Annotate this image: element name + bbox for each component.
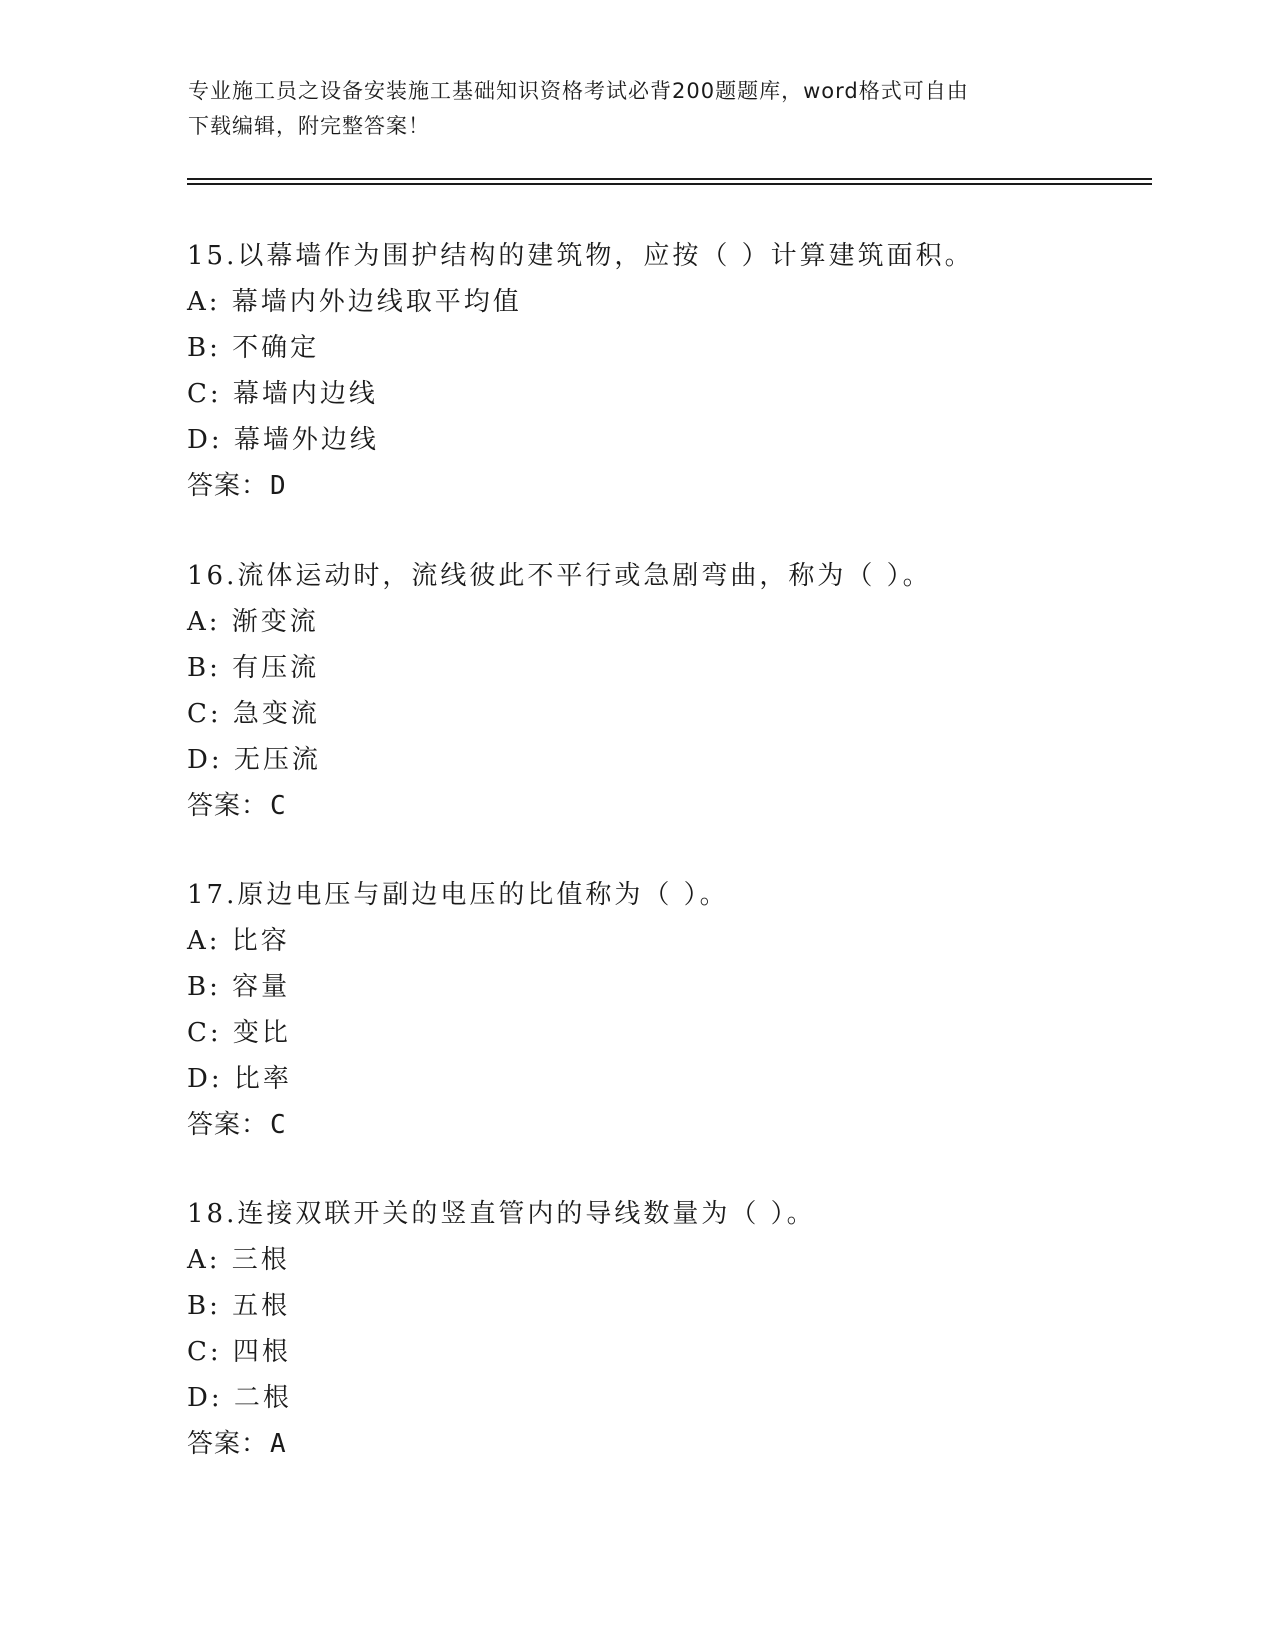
- option-b: B: 容量: [187, 972, 291, 1002]
- answer-value: C: [270, 791, 287, 821]
- answer-line: [187, 783, 1147, 829]
- answer-line: [187, 1421, 1147, 1467]
- question-17: [187, 872, 1147, 1148]
- option-b: B: 不确定: [187, 333, 320, 363]
- header-line-2: 下载编辑，附完整答案！: [188, 114, 430, 138]
- answer-label: 答案：: [187, 471, 269, 501]
- option-d: D: 比率: [187, 1064, 292, 1094]
- option-c: C: 变比: [187, 1018, 291, 1048]
- option-c: C: 急变流: [187, 699, 320, 729]
- option-b: B: 五根: [187, 1291, 291, 1321]
- answer-value: A: [270, 1429, 287, 1459]
- option-d: D: 幕墙外边线: [187, 425, 379, 455]
- question-18: [187, 1191, 1147, 1467]
- question-stem: 17.原边电压与副边电压的比值称为（ ）。: [187, 880, 729, 910]
- document-header: [188, 74, 1088, 144]
- question-stem: 15.以幕墙作为围护结构的建筑物，应按（ ）计算建筑面积。: [187, 241, 974, 271]
- answer-line: [187, 463, 1147, 509]
- answer-value: C: [270, 1110, 287, 1140]
- option-d: D: 二根: [187, 1383, 292, 1413]
- option-c: C: 四根: [187, 1337, 291, 1367]
- header-divider-bottom: [187, 183, 1152, 185]
- answer-label: 答案：: [187, 791, 269, 821]
- answer-value: D: [270, 471, 287, 501]
- question-16: [187, 553, 1147, 829]
- option-a: A: 幕墙内外边线取平均值: [187, 287, 522, 317]
- question-15: [187, 233, 1147, 509]
- option-a: A: 比容: [187, 926, 290, 956]
- answer-line: [187, 1102, 1147, 1148]
- option-b: B: 有压流: [187, 653, 320, 683]
- question-stem: 16.流体运动时，流线彼此不平行或急剧弯曲，称为（ ）。: [187, 561, 932, 591]
- answer-label: 答案：: [187, 1429, 269, 1459]
- answer-label: 答案：: [187, 1110, 269, 1140]
- option-d: D: 无压流: [187, 745, 321, 775]
- option-a: A: 渐变流: [187, 607, 319, 637]
- header-divider-top: [187, 178, 1152, 180]
- option-a: A: 三根: [187, 1245, 290, 1275]
- question-stem: 18.连接双联开关的竖直管内的导线数量为（ ）。: [187, 1199, 816, 1229]
- header-line-1: 专业施工员之设备安装施工基础知识资格考试必背200题题库，word格式可自由: [188, 79, 969, 103]
- option-c: C: 幕墙内边线: [187, 379, 378, 409]
